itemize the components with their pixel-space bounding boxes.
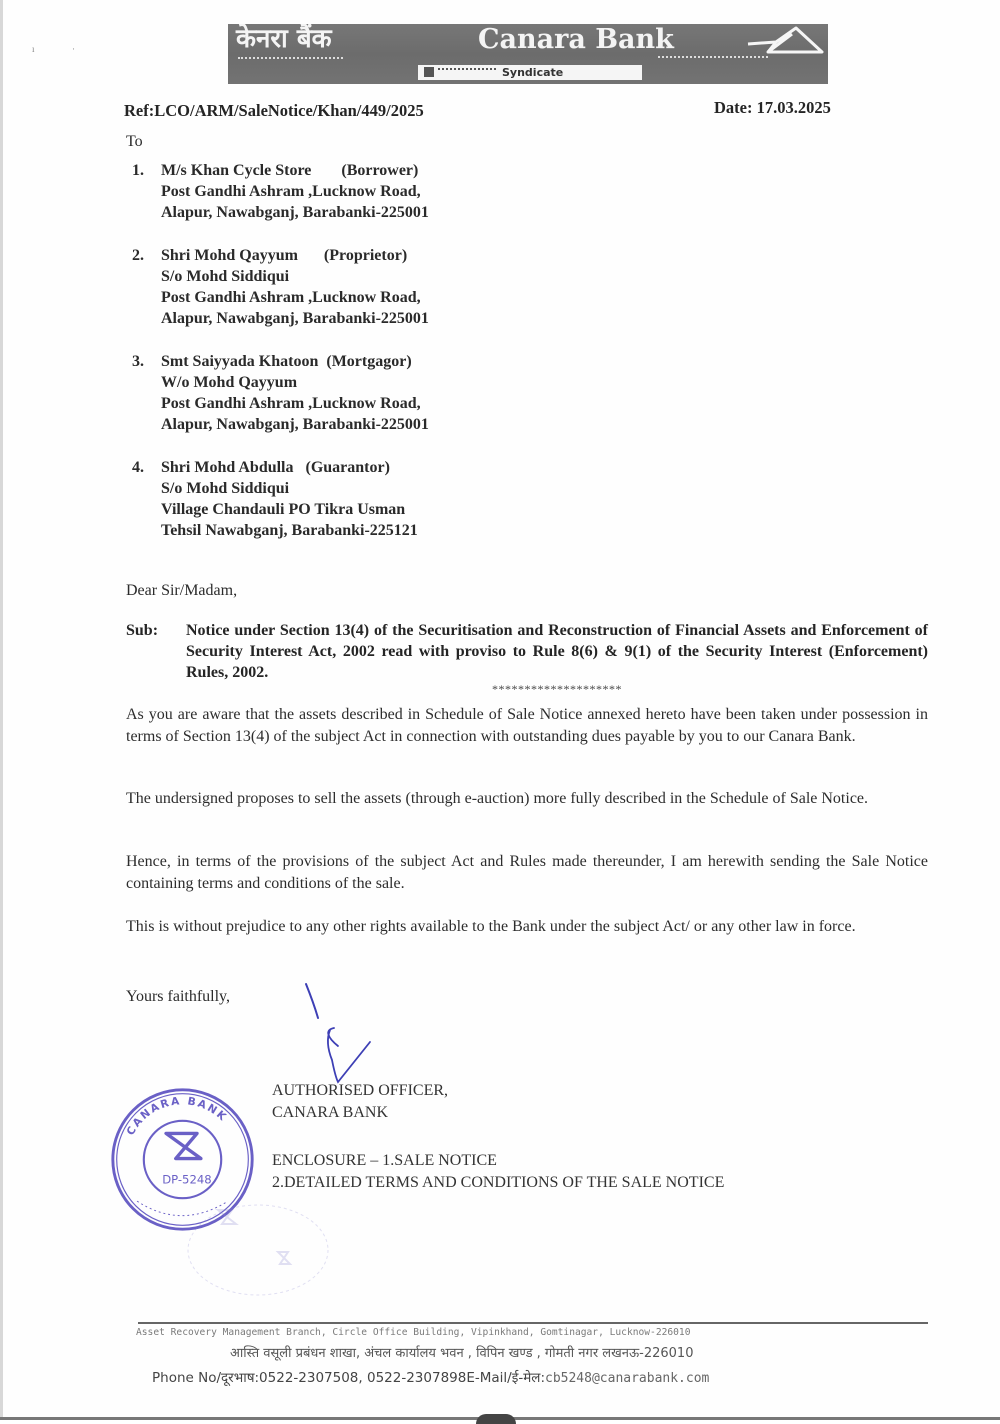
address-line: Post Gandhi Ashram ,Lucknow Road, xyxy=(161,289,421,306)
recipient-role: (Guarantor) xyxy=(305,459,390,476)
address-line: W/o Mohd Qayyum xyxy=(161,374,298,391)
page-edge xyxy=(0,0,3,1420)
recipient-item xyxy=(132,245,632,329)
recipient-name: Smt Saiyyada Khatoon xyxy=(161,353,319,370)
footer-address-english: Asset Recovery Management Branch, Circle Office Building, Vipinkhand, Gomtinagar, Lucknow-226010 xyxy=(136,1327,691,1338)
recipient-number: 4. xyxy=(132,459,144,476)
body-paragraph: Hence, in terms of the provisions of the subject Act and Rules made thereunder, I am herewith sending the Sale Notice containing terms and conditions of the sale. xyxy=(126,853,928,892)
enclosure-block xyxy=(272,1150,724,1194)
letter-footer xyxy=(130,1318,930,1398)
enclosure-dash: – xyxy=(370,1152,379,1169)
closing: Yours faithfully, xyxy=(126,988,231,1005)
footer-address-hindi: आस्ति वसूली प्रबंधन शाखा, अंचल कार्यालय भवन , विपिन खण्ड , गोमती नगर लखनऊ-226010 xyxy=(230,1346,694,1361)
enclosure-item: 2.DETAILED TERMS AND CONDITIONS OF THE SALE NOTICE xyxy=(272,1174,725,1191)
syndicate-logo-icon xyxy=(424,67,434,77)
address-line: Post Gandhi Ashram ,Lucknow Road, xyxy=(161,395,421,412)
email-label: E-Mail/ई-मेल: xyxy=(466,1370,545,1386)
recipient-number: 3. xyxy=(132,353,144,370)
bank-name-english: Canara Bank xyxy=(478,24,674,55)
subject-label: Sub: xyxy=(126,622,159,639)
faint-stamp-impression xyxy=(178,1200,338,1300)
letter-date: Date: 17.03.2025 xyxy=(714,98,831,117)
address-line: Village Chandauli PO Tikra Usman xyxy=(161,501,406,518)
footer-rule xyxy=(138,1322,928,1324)
recipient-role: (Mortgagor) xyxy=(326,353,412,370)
email-address: cb5248@canarabank.com xyxy=(545,1371,710,1386)
letterhead-banner xyxy=(228,24,828,84)
address-line: Tehsil Nawabganj, Barabanki-225121 xyxy=(161,522,418,539)
footer-contact xyxy=(152,1368,709,1389)
signatory-title: AUTHORISED OFFICER, xyxy=(272,1082,449,1099)
body-paragraph: As you are aware that the assets described in Schedule of Sale Notice annexed hereto have been taken under possession in terms of Section 13(4) of the subject Act in connection with outstanding dues payable by you to our Canara Bank. xyxy=(126,706,928,745)
address-line: S/o Mohd Siddiqui xyxy=(161,268,290,285)
to-label: To xyxy=(126,133,143,150)
stamp-logo-icon xyxy=(166,1133,201,1158)
body-paragraph: This is without prejudice to any other rights available to the Bank under the subject Act/ or any other law in force. xyxy=(126,918,856,935)
recipient-item xyxy=(132,160,632,223)
signatory-organisation: CANARA BANK xyxy=(272,1104,389,1121)
recipient-number: 2. xyxy=(132,247,144,264)
recipient-name: Shri Mohd Abdulla xyxy=(161,459,294,476)
recipient-role: (Proprietor) xyxy=(323,247,408,264)
salutation: Dear Sir/Madam, xyxy=(126,582,238,599)
english-tagline xyxy=(658,56,768,60)
subject-separator: ******************** xyxy=(492,682,622,696)
address-line: Post Gandhi Ashram ,Lucknow Road, xyxy=(161,183,421,200)
handwritten-signature xyxy=(300,980,380,1090)
signatory-block xyxy=(272,1080,448,1124)
address-line: Alapur, Nawabganj, Barabanki-225001 xyxy=(161,416,429,433)
enclosure-label: ENCLOSURE xyxy=(272,1152,367,1169)
subject-text: Notice under Section 13(4) of the Securitisation and Reconstruction of Financial Assets and Enforcement of Security Interest Act, 2002 read with proviso to Rule 8(6) & 9(1) of the Security Interest (Enforcement) Rules, 2002. xyxy=(186,622,928,681)
stamp-code: DP-5248 xyxy=(162,1172,212,1187)
reference-number: Ref:LCO/ARM/SaleNotice/Khan/449/2025 xyxy=(124,101,424,120)
recipient-name: Shri Mohd Qayyum xyxy=(161,247,298,264)
recipient-item xyxy=(132,351,632,435)
punch-mark: ı xyxy=(32,44,35,54)
recipient-list xyxy=(132,160,632,563)
enclosure-item: 1.SALE NOTICE xyxy=(382,1152,497,1169)
scanner-mark xyxy=(476,1414,516,1424)
canara-logo-icon xyxy=(746,26,824,56)
address-line: Alapur, Nawabganj, Barabanki-225001 xyxy=(161,204,429,221)
syndicate-hindi-text xyxy=(438,68,496,73)
recipient-item xyxy=(132,457,632,541)
bank-name-hindi: केनरा बैंक xyxy=(236,24,332,54)
hindi-tagline xyxy=(238,57,343,62)
phone-label: Phone No/दूरभाष: xyxy=(152,1370,260,1386)
recipient-name: M/s Khan Cycle Store xyxy=(161,162,312,179)
body-paragraph: The undersigned proposes to sell the assets (through e-auction) more fully described in the Schedule of Sale Notice. xyxy=(126,790,869,807)
syndicate-label: Syndicate xyxy=(502,66,564,79)
address-line: S/o Mohd Siddiqui xyxy=(161,480,290,497)
address-line: Alapur, Nawabganj, Barabanki-225001 xyxy=(161,310,429,327)
phone-numbers: 0522-2307508, 0522-2307898 xyxy=(259,1370,467,1386)
subject-block xyxy=(126,620,928,696)
svg-text:CANARA BANK xyxy=(124,1094,230,1137)
punch-mark: · xyxy=(72,44,75,54)
syndicate-badge xyxy=(418,65,642,80)
recipient-number: 1. xyxy=(132,162,144,179)
recipient-role: (Borrower) xyxy=(341,162,419,179)
stamp-bank-name: CANARA BANK xyxy=(123,1094,231,1138)
